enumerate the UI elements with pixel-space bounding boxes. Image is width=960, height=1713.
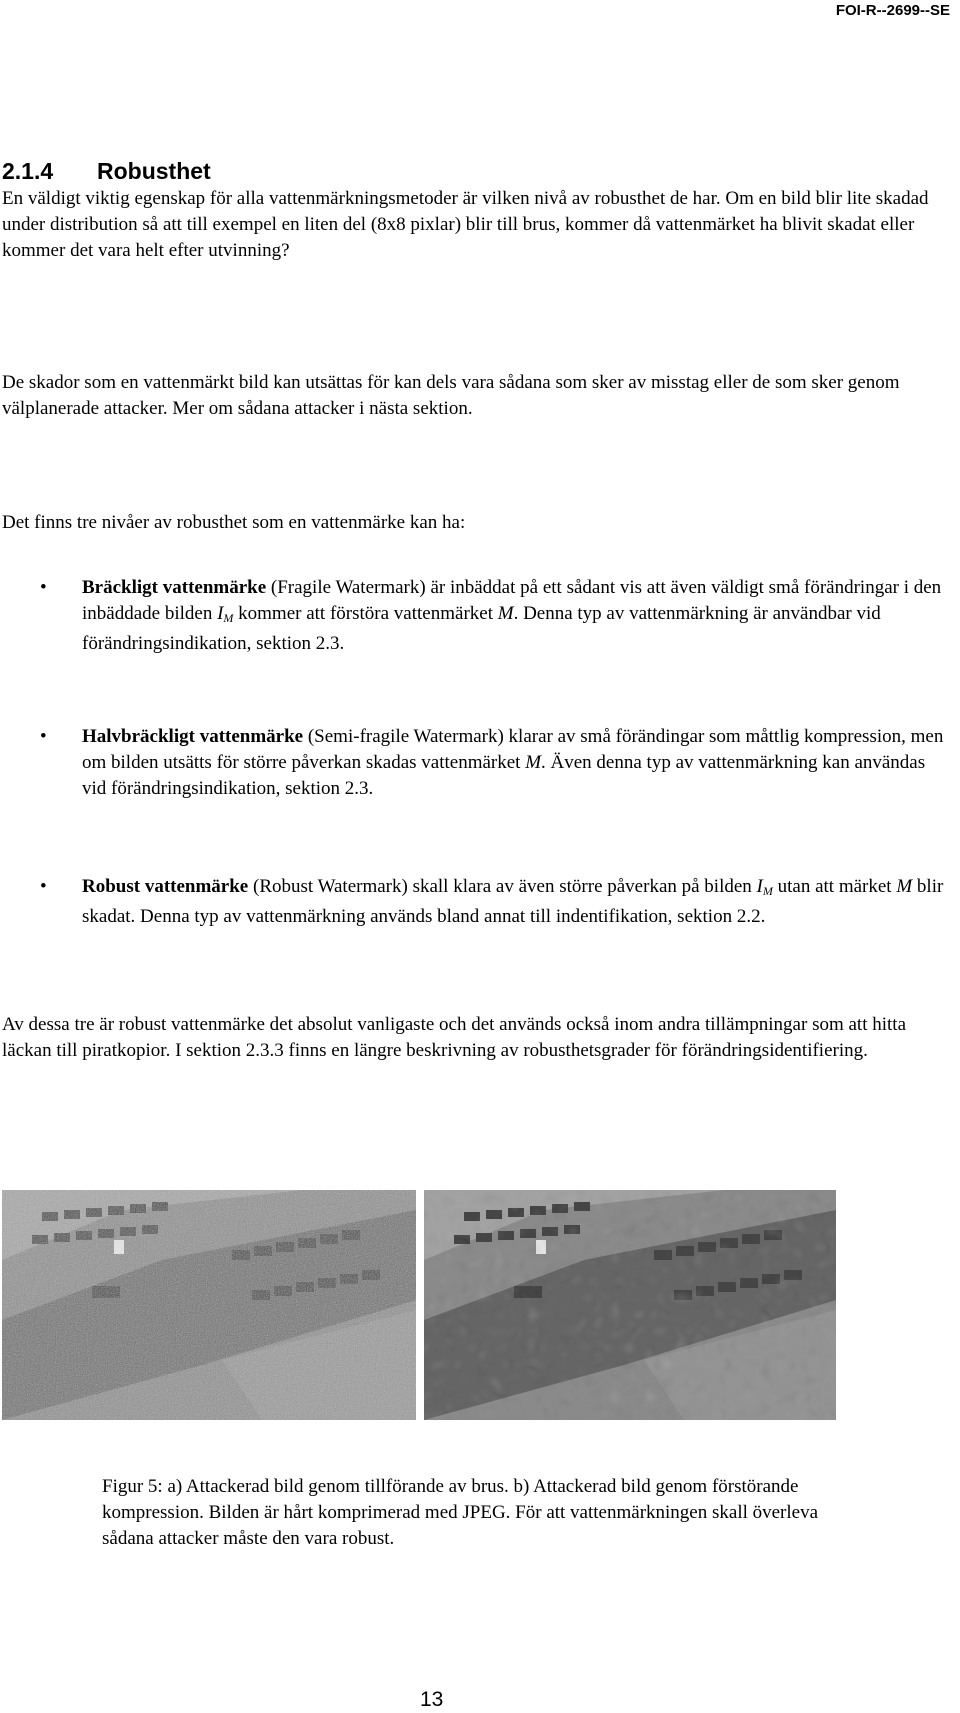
bullet-term: Halvbräckligt vattenmärke xyxy=(82,726,304,747)
paragraph-levels: Det finns tre nivåer av robusthet som en vattenmärke kan ha: xyxy=(2,512,466,533)
section-heading xyxy=(2,158,211,185)
math-variable: M xyxy=(525,752,542,773)
bullet-icon: • xyxy=(40,577,47,598)
section-number: 2.1.4 xyxy=(2,158,54,184)
photo-noise-attack xyxy=(2,1190,416,1420)
bullet-text: . Även denna typ av vattenmärkning kan användas vid förändringsindikation, sektion 2.3. xyxy=(82,752,926,799)
bullet-semi-fragile xyxy=(40,724,952,802)
bullet-text: utan att märket xyxy=(772,876,897,897)
section-title: Robusthet xyxy=(97,158,211,184)
bullet-text: (Robust Watermark) skall klara av även större påverkan på bilden xyxy=(248,876,757,897)
math-variable: M xyxy=(497,603,514,624)
bullet-term: Robust vattenmärke xyxy=(82,876,249,897)
figure-caption: Figur 5: a) Attackerad bild genom tillförande av brus. b) Attackerad bild genom förstörande kompression. Bilden är hårt komprimerad med JPEG. För att vattenmärkningen skall överleva sådana attacker måste den vara robust. xyxy=(102,1476,819,1549)
document-code: FOI-R--2699--SE xyxy=(835,2,950,19)
photo-compression-attack xyxy=(424,1190,836,1420)
math-subscript: M xyxy=(762,884,773,898)
bullet-term: Bräckligt vattenmärke xyxy=(82,577,267,598)
bullet-text: (Semi-fragile Watermark) klarar av små förändingar som måttlig kompression, men om bilden utsätts för större påverkan skadas vattenmärket xyxy=(82,726,944,773)
paragraph-intro: En väldigt viktig egenskap för alla vattenmärkningsmetoder är vilken nivå av robusthet de har. Om en bild blir lite skadad under distribution så att till exempel en liten del (8x8 pixlar) blir till brus, kommer då vattenmärket ha blivit skadat eller kommer det vara helt efter utvinning? xyxy=(2,188,929,261)
paragraph-summary: Av dessa tre är robust vattenmärke det absolut vanligaste och det används också inom andra tillämpningar som att hitta läckan till piratkopior. I sektion 2.3.3 finns en längre beskrivning av robusthetsgrader för förändringsidentifiering. xyxy=(2,1014,907,1061)
paragraph-damage: De skador som en vattenmärkt bild kan utsättas för kan dels vara sådana som sker av misstag eller de som sker genom välplanerade attacker. Mer om sådana attacker i nästa sektion. xyxy=(2,372,900,419)
page-number: 13 xyxy=(420,1688,444,1711)
figure-5 xyxy=(2,1190,836,1420)
math-subscript: M xyxy=(223,611,234,625)
bullet-fragile xyxy=(40,575,952,657)
bullet-robust xyxy=(40,874,952,930)
bullet-text: . Denna typ av vattenmärkning är användbar vid förändringsindikation, sektion 2.3. xyxy=(82,603,881,654)
bullet-text: (Fragile Watermark) är inbäddat på ett sådant vis att även väldigt små förändringar i den inbäddade bilden xyxy=(82,577,942,624)
math-variable: I xyxy=(217,603,224,624)
bullet-icon: • xyxy=(40,876,47,897)
math-variable: I xyxy=(756,876,763,897)
bullet-text: kommer att förstöra vattenmärket xyxy=(233,603,498,624)
bullet-text: blir skadat. Denna typ av vattenmärkning används bland annat till indentifikation, sektion 2.2. xyxy=(82,876,944,927)
math-variable: M xyxy=(896,876,913,897)
bullet-icon: • xyxy=(40,726,47,747)
